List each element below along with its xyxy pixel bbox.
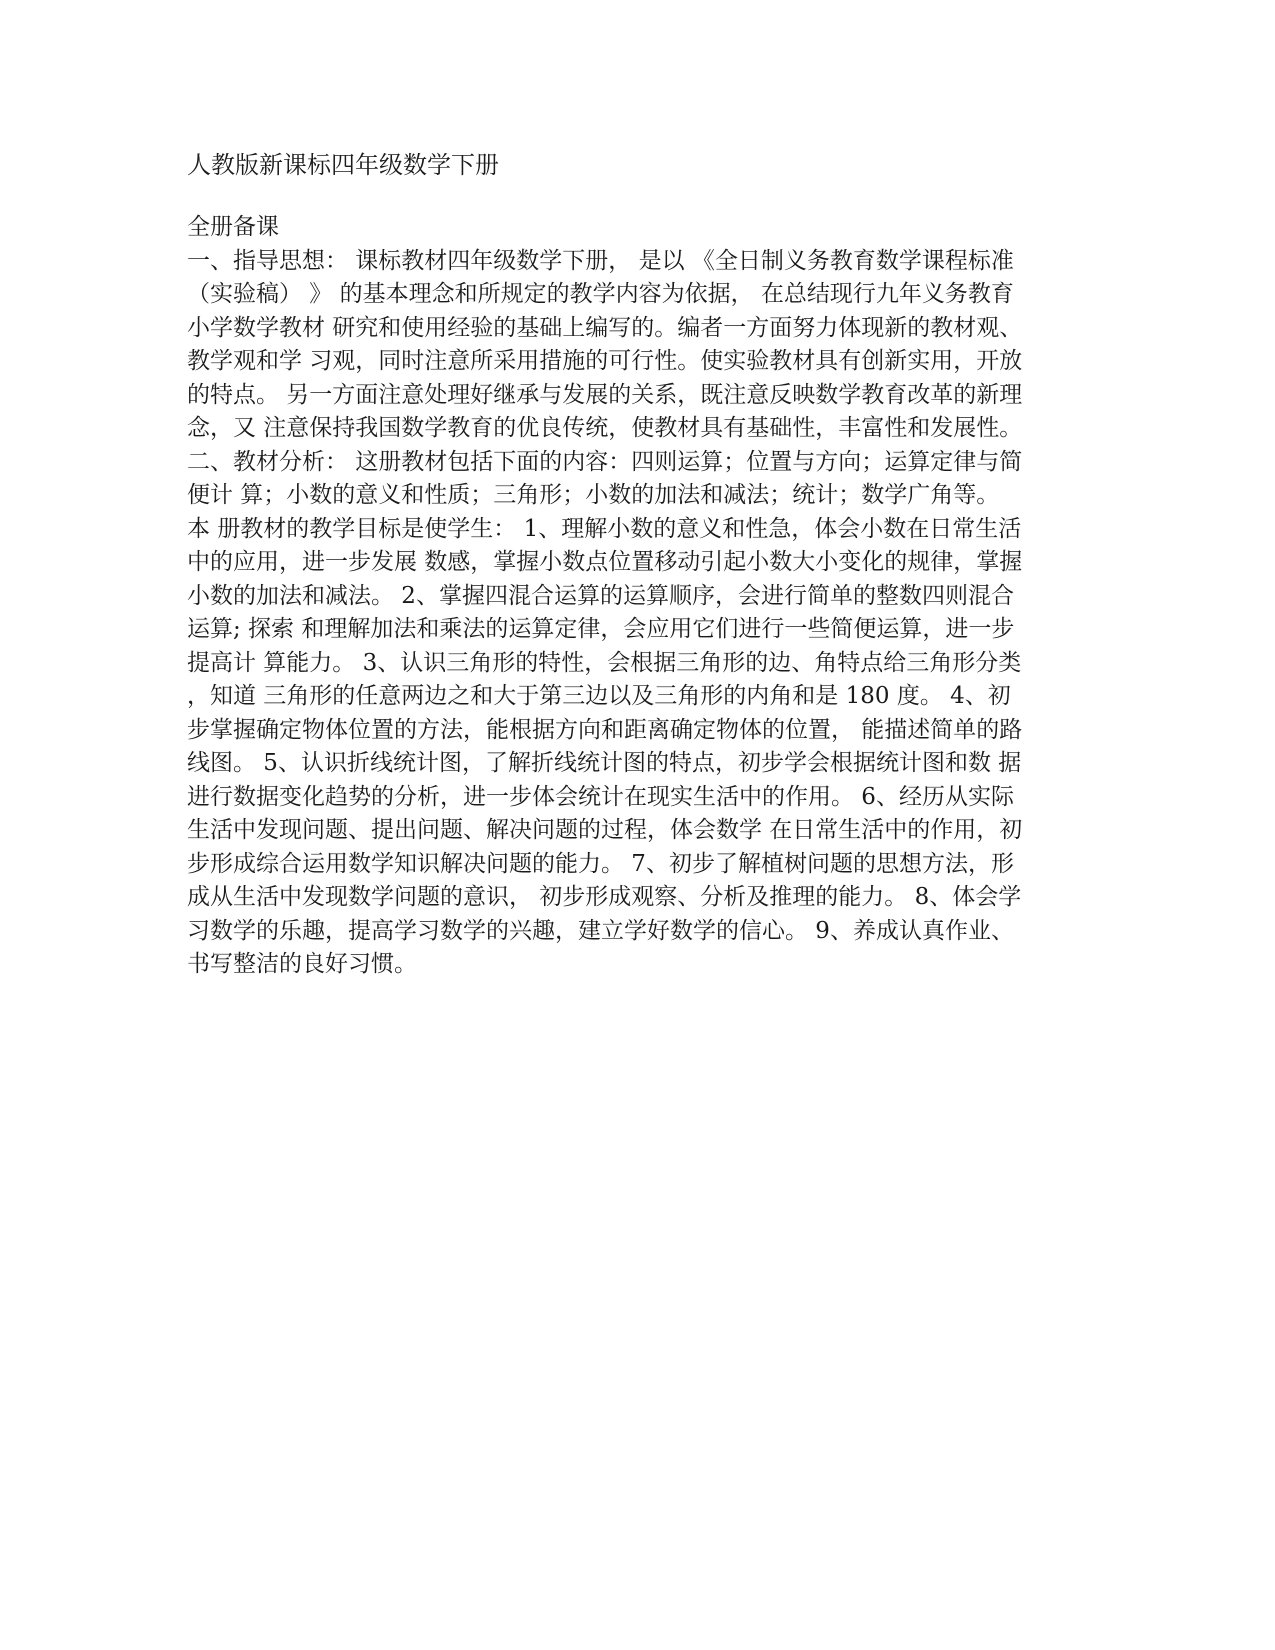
- text-line: 念，又 注意保持我国数学教育的优良传统，使教材具有基础性，丰富性和发展性。: [187, 415, 1023, 441]
- text-line: 习数学的乐趣，提高学习数学的兴趣，建立学好数学的信心。 9、养成认真作业、: [187, 917, 1014, 944]
- document-title: 人教版新课标四年级数学下册: [187, 151, 499, 179]
- text-line: ，知道 三角形的任意两边之和大于第三边以及三角形的内角和是 180 度。 4、初: [187, 683, 1011, 709]
- text-line: 书写整洁的良好习惯。: [187, 951, 417, 977]
- text-line: 生活中发现问题、提出问题、解决问题的过程，体会数学 在日常生活中的作用，初: [187, 817, 1023, 843]
- text-line: 线图。 5、认识折线统计图，了解折线统计图的特点，初步学会根据统计图和数 据: [187, 750, 1022, 776]
- text-line: 运算; 探索 和理解加法和乘法的运算定律，会应用它们进行一些简便运算，进一步: [187, 616, 1015, 642]
- text-line: 二、教材分析： 这册教材包括下面的内容：四则运算；位置与方向；运算定律与简: [187, 448, 1023, 475]
- text-line: 全册备课: [187, 214, 279, 240]
- text-line: 教学观和学 习观，同时注意所采用措施的可行性。使实验教材具有创新实用，开放: [187, 348, 1023, 374]
- document-body: [187, 211, 1087, 982]
- text-line: 便计 算；小数的意义和性质；三角形；小数的加法和减法；统计；数学广角等。: [187, 482, 1000, 508]
- text-line: 成从生活中发现数学问题的意识， 初步形成观察、分析及推理的能力。 8、体会学: [187, 884, 1022, 910]
- text-line: 小学数学教材 研究和使用经验的基础上编写的。编者一方面努力体现新的教材观、: [187, 314, 1023, 341]
- text-line: 一、指导思想： 课标教材四年级数学下册， 是以 《全日制义务教育数学课程标准: [187, 247, 1014, 274]
- text-line: 中的应用，进一步发展 数感，掌握小数点位置移动引起小数大小变化的规律，掌握: [187, 549, 1023, 575]
- text-line: 步形成综合运用数学知识解决问题的能力。 7、初步了解植树问题的思想方法，形: [187, 850, 1014, 877]
- text-line: 的特点。 另一方面注意处理好继承与发展的关系，既注意反映数学教育改革的新理: [187, 381, 1023, 408]
- text-line: 步掌握确定物体位置的方法，能根据方向和距离确定物体的位置， 能描述简单的路: [187, 716, 1023, 743]
- text-line: （实验稿） 》 的基本理念和所规定的教学内容为依据， 在总结现行九年义务教育: [187, 281, 1014, 307]
- text-line: 进行数据变化趋势的分析，进一步体会统计在现实生活中的作用。 6、经历从实际: [187, 783, 1014, 810]
- text-line: 小数的加法和减法。 2、掌握四混合运算的运算顺序，会进行简单的整数四则混合: [187, 582, 1014, 609]
- text-line: 本 册教材的教学目标是使学生： 1、理解小数的意义和性急，体会小数在日常生活: [187, 515, 1022, 542]
- text-line: 提高计 算能力。 3、认识三角形的特性，会根据三角形的边、角特点给三角形分类: [187, 649, 1022, 676]
